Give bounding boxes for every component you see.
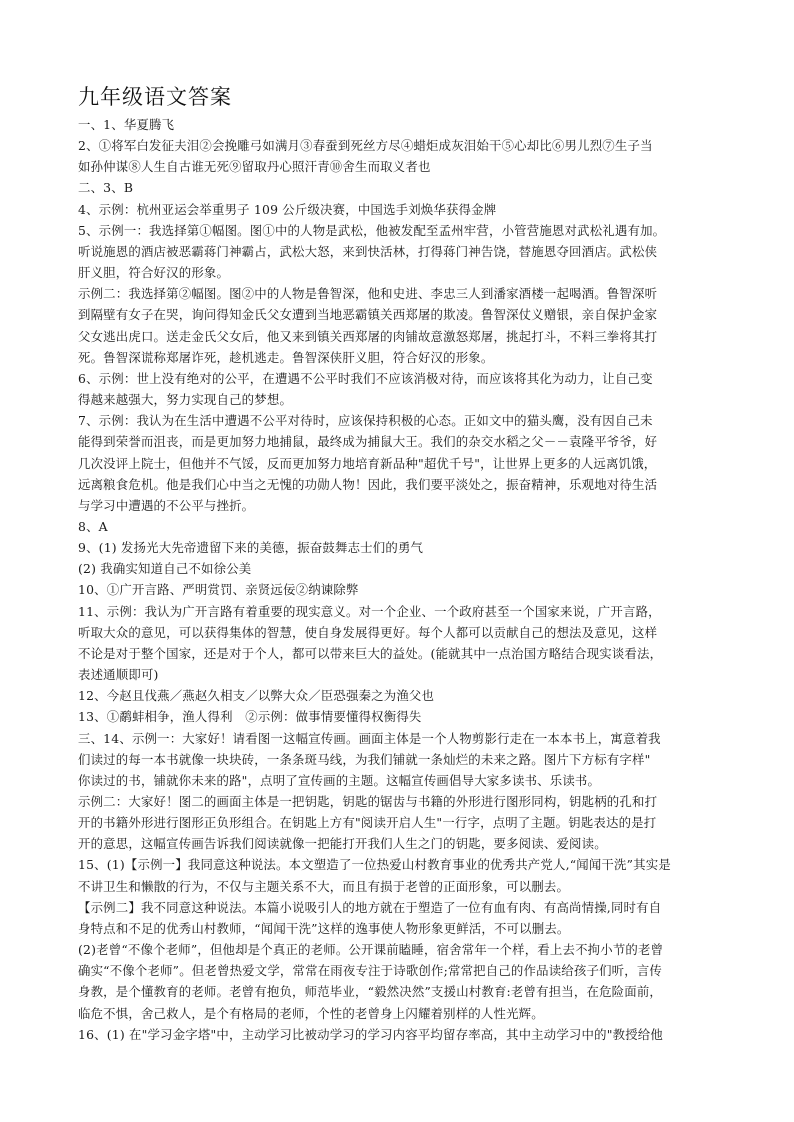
answer-line: 二、3、B xyxy=(78,180,134,196)
answer-line: 不论是对于整个国家，还是对于个人，都可以带来巨大的益处。(能就其中一点治国方略结合现实谈看法， xyxy=(78,645,663,661)
answer-line: 13、①鹬蚌相争，渔人得利 ②示例：做事情要懂得权衡得失 xyxy=(78,709,422,725)
answer-line: 到隔壁有女子在哭，询问得知金氏父女遭到当地恶霸镇关西郑屠的欺凌。鲁智深仗义赠银，亲自保护金家 xyxy=(78,307,658,323)
answer-body xyxy=(78,114,718,1045)
answer-line: 示例二：我选择第②幅图。图②中的人物是鲁智深，他和史进、李忠三人到潘家酒楼一起喝酒。鲁智深听 xyxy=(78,286,658,302)
answer-line: 能得到荣誉而沮丧，而是更加努力地捕鼠，最终成为捕鼠大王。我们的杂交水稻之父－－袁隆平爷爷，好 xyxy=(78,434,658,450)
answer-line: 身特点和不足的优秀山村教师，“闻闻干洗”这样的逸事使人物形象更鲜活，不可以删去。 xyxy=(78,920,570,936)
answer-line: 确实“不像个老师”。但老曾热爱文学，常常在雨夜专注于诗歌创作;常常把自己的作品读给孩子们听，言传 xyxy=(78,963,663,979)
answer-line: 11、示例：我认为广开言路有着重要的现实意义。对一个企业、一个政府甚至一个国家来说，广开言路， xyxy=(78,603,661,619)
answer-line: 表述通顺即可) xyxy=(78,667,159,683)
answer-line: 听说施恩的酒店被恶霸蒋门神霸占，武松大怒，来到快活林，打得蒋门神告饶，替施恩夺回酒店。武松侠 xyxy=(78,243,658,259)
answer-line: 与学习中遭遇的不公平与挫折。 xyxy=(78,497,255,513)
answer-line: (2) 我确实知道自己不如徐公美 xyxy=(78,561,252,577)
answer-line: 几次没评上院士，但他并不气馁，反而更加努力地培育新品种"超优千号"，让世界上更多的人远离饥饿， xyxy=(78,455,657,471)
answer-line: 远离粮食危机。他是我们心中当之无愧的功勋人物！因此，我们要平淡处之，振奋精神，乐观地对待生活 xyxy=(78,476,658,492)
answer-line: (2)老曾“不像个老师”，但他却是个真正的老师。公开课前瞌睡，宿舍常年一个样，看上去不拘小节的老曾 xyxy=(78,942,664,958)
answer-line: 你读过的书，铺就你未来的路"，点明了宣传画的主题。这幅宣传画倡导大家多读书、乐读书。 xyxy=(78,772,601,788)
answer-line: 开的书籍外形进行图形正负形组合。在钥匙上方有"阅读开启人生"一行字，点明了主题。钥匙表达的是打 xyxy=(78,815,657,831)
answer-line: 死。鲁智深谎称郑屠诈死，趁机逃走。鲁智深侠肝义胆，符合好汉的形象。 xyxy=(78,349,494,365)
answer-line: 15、(1)【示例一】我同意这种说法。本文塑造了一位热爱山村教育事业的优秀共产党人,“闻闻干洗”其实是 xyxy=(78,857,671,873)
answer-line: 5、示例一：我选择第①幅图。图①中的人物是武松，他被发配至孟州牢营，小管营施恩对武松礼遇有加。 xyxy=(78,222,666,238)
answer-line: 一、1、华夏腾飞 xyxy=(78,117,175,132)
answer-line: 6、示例：世上没有绝对的公平，在遭遇不公平时我们不应该消极对待，而应该将其化为动力，让自己变 xyxy=(78,370,653,386)
answer-line: 12、今赵且伐燕／燕赵久相支／以弊大众／臣恐强秦之为渔父也 xyxy=(78,688,435,704)
answer-line: 不讲卫生和懒散的行为，不仅与主题关系不大，而且有损于老曾的正面形象，可以删去。 xyxy=(78,878,570,894)
answer-line: 10、①广开言路、严明赏罚、亲贤远佞②纳谏除弊 xyxy=(78,582,359,598)
answer-line: 得越来越强大，努力实现自己的梦想。 xyxy=(78,392,293,408)
answer-page xyxy=(78,82,718,1045)
page-title: 九年级语文答案 xyxy=(78,85,232,109)
answer-line: 16、(1) 在"学习金字塔"中，主动学习比被动学习的学习内容平均留存率高，其中主动学习中的"教授给他 xyxy=(78,1026,663,1042)
answer-line: 2、①将军白发征夫泪②会挽雕弓如满月③春蚕到死丝方尽④蜡炬成灰泪始干⑤心却比⑥男儿烈⑦生子当 xyxy=(78,138,653,154)
answer-line: 如孙仲谋⑧人生自古谁无死⑨留取丹心照汗青⑩舍生而取义者也 xyxy=(78,159,431,175)
answer-line: 临危不惧，舍己救人，是个有格局的老师，个性的老曾身上闪耀着别样的人性光辉。 xyxy=(78,1005,544,1021)
answer-line: 9、(1) 发扬光大先帝遗留下来的美德，振奋鼓舞志士们的勇气 xyxy=(78,540,424,556)
answer-line: 听取大众的意见，可以获得集体的智慧，使自身发展得更好。每个人都可以贡献自己的想法及意见，这样 xyxy=(78,624,658,640)
answer-line: 8、A xyxy=(78,518,108,534)
answer-line: 身教，是个懂教育的老师。老曾有抱负，师范毕业，“毅然决然”支援山村教育:老曾有担当，在危险面前， xyxy=(78,984,663,1000)
answer-line: 们读过的每一本书就像一块块砖，一条条斑马线，为我们铺就一条灿烂的未来之路。图片下方标有字样" xyxy=(78,751,651,767)
answer-line: 父女逃出虎口。送走金氏父女后，他又来到镇关西郑屠的肉铺故意激怒郑屠，挑起打斗，不料三拳将其打 xyxy=(78,328,658,344)
answer-line: 【示例二】我不同意这种说法。本篇小说吸引人的地方就在于塑造了一位有血有肉、有高尚情操,同时有自 xyxy=(78,899,662,915)
answer-line: 示例二：大家好！图二的画面主体是一把钥匙，钥匙的锯齿与书籍的外形进行图形同构，钥匙柄的孔和打 xyxy=(78,794,658,809)
answer-line: 7、示例：我认为在生活中遭遇不公平对待时，应该保持积极的心态。正如文中的猫头鹰，没有因自己未 xyxy=(78,413,653,429)
answer-line: 三、14、示例一：大家好！请看图一这幅宣传画。画面主体是一个人物剪影行走在一本本书上，寓意着我 xyxy=(78,730,661,746)
answer-line: 开的意思，这幅宣传画告诉我们阅读就像一把能打开我们人生之门的钥匙，要多阅读、爱阅读。 xyxy=(78,836,607,852)
answer-line: 4、示例：杭州亚运会举重男子 109 公斤级决赛，中国选手刘焕华获得金牌 xyxy=(78,201,497,217)
answer-line: 肝义胆，符合好汉的形象。 xyxy=(78,265,230,281)
